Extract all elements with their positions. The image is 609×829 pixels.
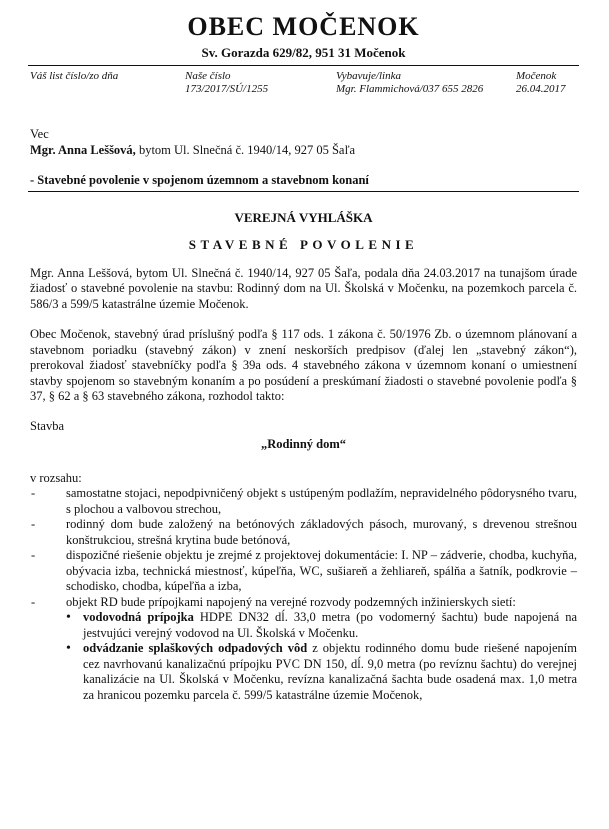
- ref-place-date: [516, 70, 566, 96]
- ref-your-letter: [30, 70, 118, 83]
- list-item-text: dispozičné riešenie objektu je zrejmé z projektovej dokumentácie: I. NP – zádverie, chodba, kuchyňa, obývacia izba, technická miestnosť, kúpeľňa, WC, sušiareň a žehliareň, spálňa a šatník, podkrovie – schodisko, chodba, kúpeľňa a izba,: [66, 548, 577, 593]
- list-item: [66, 641, 577, 703]
- paragraph-decision: Obec Močenok, stavebný úrad príslušný podľa § 117 ods. 1 zákona č. 50/1976 Zb. o územnom plánovaní a stavebnom poriadku (stavebný zákon) v znení neskorších predpisov (ďalej len „stavebný zákon“), prerokoval žiadosť stavebníčky podľa § 39a ods. 4 stavebného zákona v územnom konaní o umiestnení stavby spojenom so stavebným konaním a po posúdení a preskúmaní žiadosti o stavebné povolenie podľa § 37, § 62 a § 63 stavebného zákona, rozhodol takto:: [30, 327, 577, 403]
- ref-label: Váš list číslo/zo dňa: [30, 70, 119, 82]
- utility-name: odvádzanie splaškových odpadových vôd: [83, 641, 308, 655]
- addressee-address: bytom Ul. Slnečná č. 1940/14, 927 05 Šaľa: [135, 142, 356, 157]
- dash-marker: -: [31, 548, 36, 562]
- municipality-title: OBEC MOČENOK: [187, 12, 420, 41]
- reference-row: [30, 70, 577, 100]
- utility-text: z objektu rodinného domu bude riešené napojením cez navrhovanú kanalizačnú prípojku PVC DN 150, dĺ. 9,0 metra (po revíznu šachtu) do verejnej kanalizácie na Ul. Školská v Močenku, revízna kanalizačná šachta bude osadená max. 1,0 metra za hranicou pozemku parcela č. 599/5 katastrálne územie Močenok,: [83, 641, 578, 702]
- scope-list: [30, 486, 577, 703]
- list-item: [30, 486, 577, 517]
- municipality-address: Sv. Gorazda 629/82, 951 31 Močenok: [201, 45, 406, 60]
- list-item: [66, 610, 577, 641]
- rozsah-label: v rozsahu:: [30, 470, 82, 485]
- addressee: [30, 143, 577, 159]
- addressee-name: Mgr. Anna Leššová,: [30, 142, 136, 157]
- heading-building-permit: STAVEBNÉ POVOLENIE: [188, 237, 419, 252]
- header-divider: [28, 65, 579, 66]
- ref-label: Vybavuje/linka: [336, 70, 401, 82]
- bullet-marker: •: [66, 610, 71, 625]
- list-item-text: samostatne stojaci, nepodpivničený objekt s ustúpeným podlažím, nepravidelného pôdorysného tvaru, s plochou a valbovou strechou,: [66, 486, 577, 516]
- ref-value: Mgr. Flammichová/037 655 2826: [336, 83, 484, 95]
- dash-marker: -: [31, 486, 36, 500]
- building-name: „Rodinný dom“: [260, 437, 347, 451]
- bullet-marker: •: [66, 641, 71, 656]
- list-item-text: rodinný dom bude založený na betónových základových pásoch, murovaný, s drevenou strešnou konštrukciou, strešná krytina bude betónová,: [66, 517, 577, 547]
- list-item: [30, 517, 577, 548]
- dash-marker: -: [31, 517, 36, 531]
- paragraph-application: Mgr. Anna Leššová, bytom Ul. Slnečná č. 1940/14, 927 05 Šaľa, podala dňa 24.03.2017 na tunajšom úrade žiadosť o stavebné povolenie na stavbu: Rodinný dom na Ul. Školská v Močenku, na pozemkoch parcela č. 586/3 a 599/5 katastrálne územie Močenok.: [30, 265, 577, 311]
- utility-name: vodovodná prípojka: [83, 610, 194, 624]
- ref-our-number: [185, 70, 268, 96]
- utility-list: [66, 610, 577, 703]
- ref-handled-by: [336, 70, 483, 96]
- ref-value: 173/2017/SÚ/1255: [185, 83, 269, 95]
- list-item: [30, 595, 577, 704]
- ref-label: Naše číslo: [185, 70, 231, 82]
- ref-label: Močenok: [516, 70, 557, 82]
- stavba-label: Stavba: [30, 418, 65, 433]
- list-item-text: objekt RD bude prípojkami napojený na verejné rozvody podzemných inžinierskych sietí:: [66, 594, 516, 609]
- dash-marker: -: [31, 594, 36, 609]
- utility-text: HDPE DN32 dĺ. 33,0 metra (po vodomerný šachtu) bude napojená na jestvujúci verejný vodovod na Ul. Školská v Močenku.: [83, 610, 577, 640]
- list-item: [30, 548, 577, 595]
- vec-label: Vec: [30, 127, 49, 141]
- ref-value: 26.04.2017: [516, 83, 566, 95]
- heading-public-notice: VEREJNÁ VYHLÁŠKA: [234, 209, 373, 225]
- subject-line: - Stavebné povolenie v spojenom územnom a stavebnom konaní: [30, 173, 369, 187]
- subject-divider: [28, 191, 579, 192]
